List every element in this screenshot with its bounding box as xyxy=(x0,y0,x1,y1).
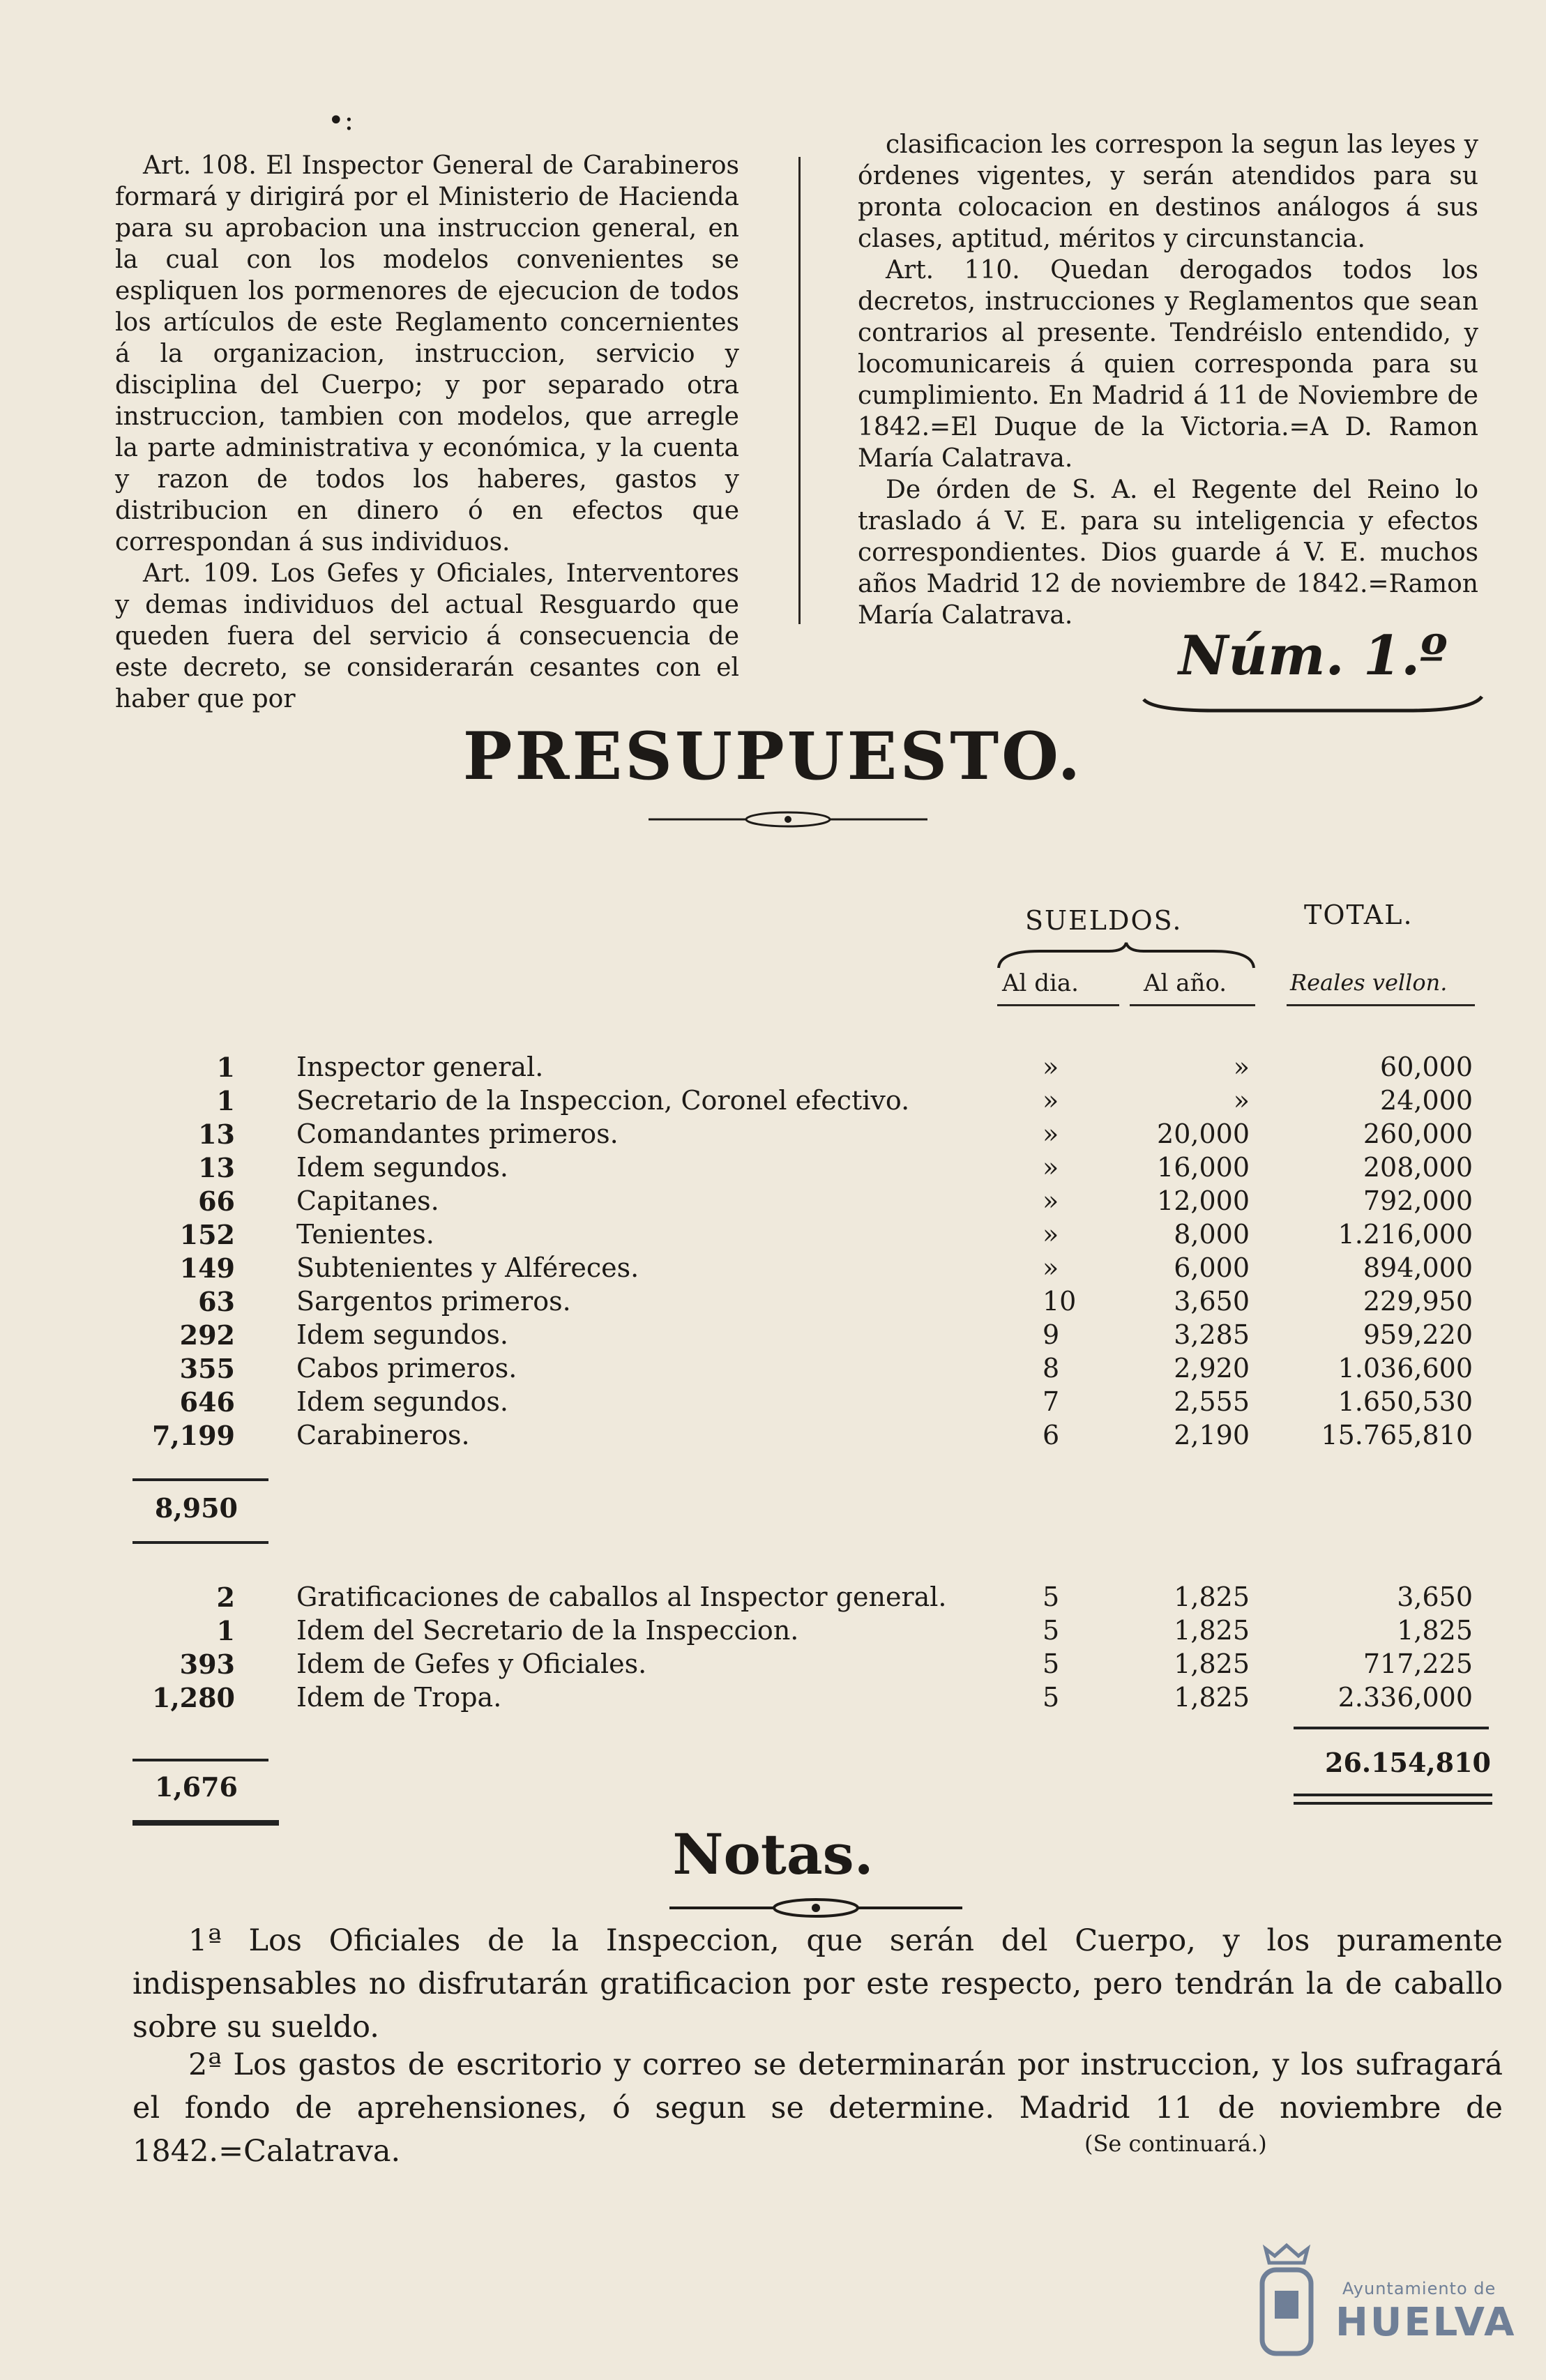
al-dia-cell: 5 xyxy=(1043,1582,1060,1612)
articles-left-column xyxy=(115,150,739,715)
budget-row xyxy=(0,1420,1546,1453)
header-ornament: •: xyxy=(328,105,354,137)
al-ano-cell: 2,920 xyxy=(1174,1353,1250,1384)
label-cell: Cabos primeros. xyxy=(296,1353,517,1384)
al-dia-cell: » xyxy=(1043,1085,1059,1116)
document-number: Núm. 1.º xyxy=(1179,624,1448,688)
huelva-coat-of-arms-logo xyxy=(1255,2242,1318,2360)
al-dia-cell: » xyxy=(1043,1185,1059,1216)
gratification-row xyxy=(0,1682,1546,1715)
total-cell: 1.036,600 xyxy=(1337,1353,1473,1384)
nota-1: 1ª Los Oficiales de la Inspeccion, que serán del Cuerpo, y los puramente indispensables no disfrutarán gratificacion por este respecto, pero tendrán la de caballo sobre su sueldo. xyxy=(132,1923,1503,2045)
article-109-continued: clasificacion les correspon la segun las leyes y órdenes vigentes, y serán atendidos para su pronta colocacion en destinos análogos á sus clases, aptitud, méritos y circunstancia. xyxy=(858,130,1478,253)
al-dia-cell: 6 xyxy=(1043,1420,1060,1450)
count-cell: 13 xyxy=(198,1152,235,1183)
count-cell: 1 xyxy=(216,1085,235,1116)
al-ano-cell: 1,825 xyxy=(1174,1615,1250,1646)
budget-row xyxy=(0,1219,1546,1252)
al-ano-cell: 12,000 xyxy=(1157,1185,1250,1216)
total-cell: 15.765,810 xyxy=(1321,1420,1473,1450)
al-ano-cell: » xyxy=(1233,1052,1250,1082)
al-ano-cell: 2,555 xyxy=(1174,1386,1250,1417)
total-cell: 3,650 xyxy=(1397,1582,1473,1612)
subtotal2-count: 1,676 xyxy=(155,1771,238,1803)
al-dia-cell: 5 xyxy=(1043,1648,1060,1679)
label-cell: Capitanes. xyxy=(296,1185,439,1216)
gratification-row xyxy=(0,1648,1546,1682)
count-cell: 149 xyxy=(179,1252,235,1284)
count-cell: 7,199 xyxy=(152,1420,235,1451)
label-cell: Idem de Gefes y Oficiales. xyxy=(296,1648,647,1679)
al-ano-cell: 6,000 xyxy=(1174,1252,1250,1283)
budget-row xyxy=(0,1319,1546,1353)
gratification-row xyxy=(0,1615,1546,1648)
page-title: PRESUPUESTO. xyxy=(462,718,1084,795)
budget-row xyxy=(0,1286,1546,1319)
budget-row xyxy=(0,1152,1546,1185)
label-cell: Gratificaciones de caballos al Inspector general. xyxy=(296,1582,947,1612)
total-cell: 60,000 xyxy=(1380,1052,1473,1082)
total-cell: 717,225 xyxy=(1363,1648,1473,1679)
grand-total-rule-bottom-2 xyxy=(1294,1802,1492,1805)
subtotal-rule-bottom xyxy=(132,1541,268,1544)
al-dia-cell: 5 xyxy=(1043,1682,1060,1713)
al-dia-cell: » xyxy=(1043,1052,1059,1082)
label-cell: Idem segundos. xyxy=(296,1386,508,1417)
article-110: Art. 110. Quedan derogados todos los decretos, instrucciones y Reglamentos que sean contrarios al presente. Tendréislo entendido, y locomunicareis á quien corresponda para su cumplimiento. En Madrid á 11 de Noviembre de 1842.=El Duque de la Victoria.=A D. Ramon María Calatrava. xyxy=(858,256,1478,473)
continuation-note: (Se continuará.) xyxy=(1084,2130,1267,2157)
label-cell: Secretario de la Inspeccion, Coronel efectivo. xyxy=(296,1085,910,1116)
al-dia-cell: 8 xyxy=(1043,1353,1060,1384)
al-dia-cell: » xyxy=(1043,1219,1059,1250)
gratification-row xyxy=(0,1582,1546,1615)
articles-right-column xyxy=(858,129,1478,631)
al-ano-cell: 1,825 xyxy=(1174,1682,1250,1713)
total-cell: 1,825 xyxy=(1397,1615,1473,1646)
grand-total-rule-bottom-1 xyxy=(1294,1794,1492,1796)
count-cell: 1 xyxy=(216,1615,235,1646)
total-cell: 260,000 xyxy=(1363,1119,1473,1149)
total-cell: 959,220 xyxy=(1363,1319,1473,1350)
al-ano-cell: 20,000 xyxy=(1157,1119,1250,1149)
count-cell: 355 xyxy=(179,1353,235,1384)
budget-row xyxy=(0,1252,1546,1286)
total-cell: 24,000 xyxy=(1380,1085,1473,1116)
transfer-order: De órden de S. A. el Regente del Reino lo traslado á V. E. para su inteligencia y efectos correspondientes. Dios guarde á V. E. muchos años Madrid 12 de noviembre de 1842.=Ramon María Calatrava. xyxy=(858,476,1478,630)
total-cell: 1.216,000 xyxy=(1337,1219,1473,1250)
label-cell: Sargentos primeros. xyxy=(296,1286,571,1317)
al-dia-cell: 9 xyxy=(1043,1319,1060,1350)
al-dia-cell: 7 xyxy=(1043,1386,1060,1417)
label-cell: Inspector general. xyxy=(296,1052,544,1082)
budget-row xyxy=(0,1185,1546,1219)
column-divider xyxy=(798,157,801,624)
al-ano-cell: 16,000 xyxy=(1157,1152,1250,1183)
header-rule-dia xyxy=(997,1004,1119,1006)
count-cell: 646 xyxy=(179,1386,235,1418)
header-total: TOTAL. xyxy=(1304,900,1414,930)
total-cell: 208,000 xyxy=(1363,1152,1473,1183)
total-cell: 229,950 xyxy=(1363,1286,1473,1317)
budget-row xyxy=(0,1386,1546,1420)
subtotal-count: 8,950 xyxy=(155,1492,238,1524)
count-cell: 2 xyxy=(216,1582,235,1613)
total-cell: 1.650,530 xyxy=(1337,1386,1473,1417)
number-underline-ornament xyxy=(1140,694,1485,718)
budget-row xyxy=(0,1052,1546,1085)
label-cell: Comandantes primeros. xyxy=(296,1119,619,1149)
al-dia-cell: » xyxy=(1043,1252,1059,1283)
count-cell: 63 xyxy=(198,1286,235,1317)
al-ano-cell: 1,825 xyxy=(1174,1582,1250,1612)
label-cell: Idem segundos. xyxy=(296,1319,508,1350)
count-cell: 1 xyxy=(216,1052,235,1083)
count-cell: 393 xyxy=(179,1648,235,1680)
label-cell: Carabineros. xyxy=(296,1420,470,1450)
header-rule-ano xyxy=(1130,1004,1255,1006)
subheader-al-dia: Al dia. xyxy=(1002,969,1079,997)
total-cell: 894,000 xyxy=(1363,1252,1473,1283)
watermark-line-1: Ayuntamiento de xyxy=(1342,2279,1496,2298)
notas-ornament xyxy=(669,1894,962,1922)
header-rule-total xyxy=(1287,1004,1475,1006)
count-cell: 66 xyxy=(198,1185,235,1217)
article-109: Art. 109. Los Gefes y Oficiales, Interventores y demas individuos del actual Resguardo que queden fuera del servicio á consecuencia de este decreto, se considerarán cesantes con el haber que por xyxy=(115,559,739,713)
al-dia-cell: » xyxy=(1043,1119,1059,1149)
count-cell: 1,280 xyxy=(152,1682,235,1713)
subtotal2-rule-top xyxy=(132,1759,268,1761)
label-cell: Idem de Tropa. xyxy=(296,1682,502,1713)
article-108: Art. 108. El Inspector General de Carabineros formará y dirigirá por el Ministerio de Hacienda para su aprobacion una instruccion general, en la cual con los modelos convenientes se espliquen los pormenores de ejecucion de todos los artículos de este Reglamento concernientes á la organizacion, instruccion, servicio y disciplina del Cuerpo; y por separado otra instruccion, tambien con modelos, que arregle la parte administrativa y económica, y la cuenta y razon de todos los haberes, gastos y distribucion en dinero ó en efectos que correspondan á sus individuos. xyxy=(115,151,739,556)
al-ano-cell: 8,000 xyxy=(1174,1219,1250,1250)
total-cell: 2.336,000 xyxy=(1337,1682,1473,1713)
count-cell: 152 xyxy=(179,1219,235,1250)
subtotal-rule-top xyxy=(132,1478,268,1481)
al-dia-cell: 5 xyxy=(1043,1615,1060,1646)
notas-title: Notas. xyxy=(672,1821,874,1887)
al-ano-cell: » xyxy=(1233,1085,1250,1116)
budget-row xyxy=(0,1119,1546,1152)
count-cell: 292 xyxy=(179,1319,235,1351)
nota-2: 2ª Los gastos de escritorio y correo se determinarán por instruccion, y los sufragará el fondo de aprehensiones, ó segun se determine. Madrid 11 de noviembre de 1842.=Calatrava. xyxy=(132,2047,1503,2169)
label-cell: Idem del Secretario de la Inspeccion. xyxy=(296,1615,799,1646)
total-cell: 792,000 xyxy=(1363,1185,1473,1216)
budget-row xyxy=(0,1353,1546,1386)
al-ano-cell: 3,285 xyxy=(1174,1319,1250,1350)
grand-total-rule-top xyxy=(1294,1727,1489,1729)
label-cell: Idem segundos. xyxy=(296,1152,508,1183)
subheader-reales-vellon: Reales vellon. xyxy=(1290,969,1448,996)
al-ano-cell: 3,650 xyxy=(1174,1286,1250,1317)
subheader-al-ano: Al año. xyxy=(1144,969,1227,997)
count-cell: 13 xyxy=(198,1119,235,1150)
label-cell: Subtenientes y Alféreces. xyxy=(296,1252,639,1283)
header-sueldos: SUELDOS. xyxy=(1025,905,1183,936)
watermark-line-2: HUELVA xyxy=(1335,2300,1517,2345)
label-cell: Tenientes. xyxy=(296,1219,434,1250)
al-dia-cell: » xyxy=(1043,1152,1059,1183)
al-ano-cell: 1,825 xyxy=(1174,1648,1250,1679)
title-ornament xyxy=(649,805,927,833)
sueldos-brace xyxy=(997,941,1255,969)
al-ano-cell: 2,190 xyxy=(1174,1420,1250,1450)
grand-total: 26.154,810 xyxy=(1325,1747,1491,1778)
al-dia-cell: 10 xyxy=(1043,1286,1077,1317)
budget-row xyxy=(0,1085,1546,1119)
